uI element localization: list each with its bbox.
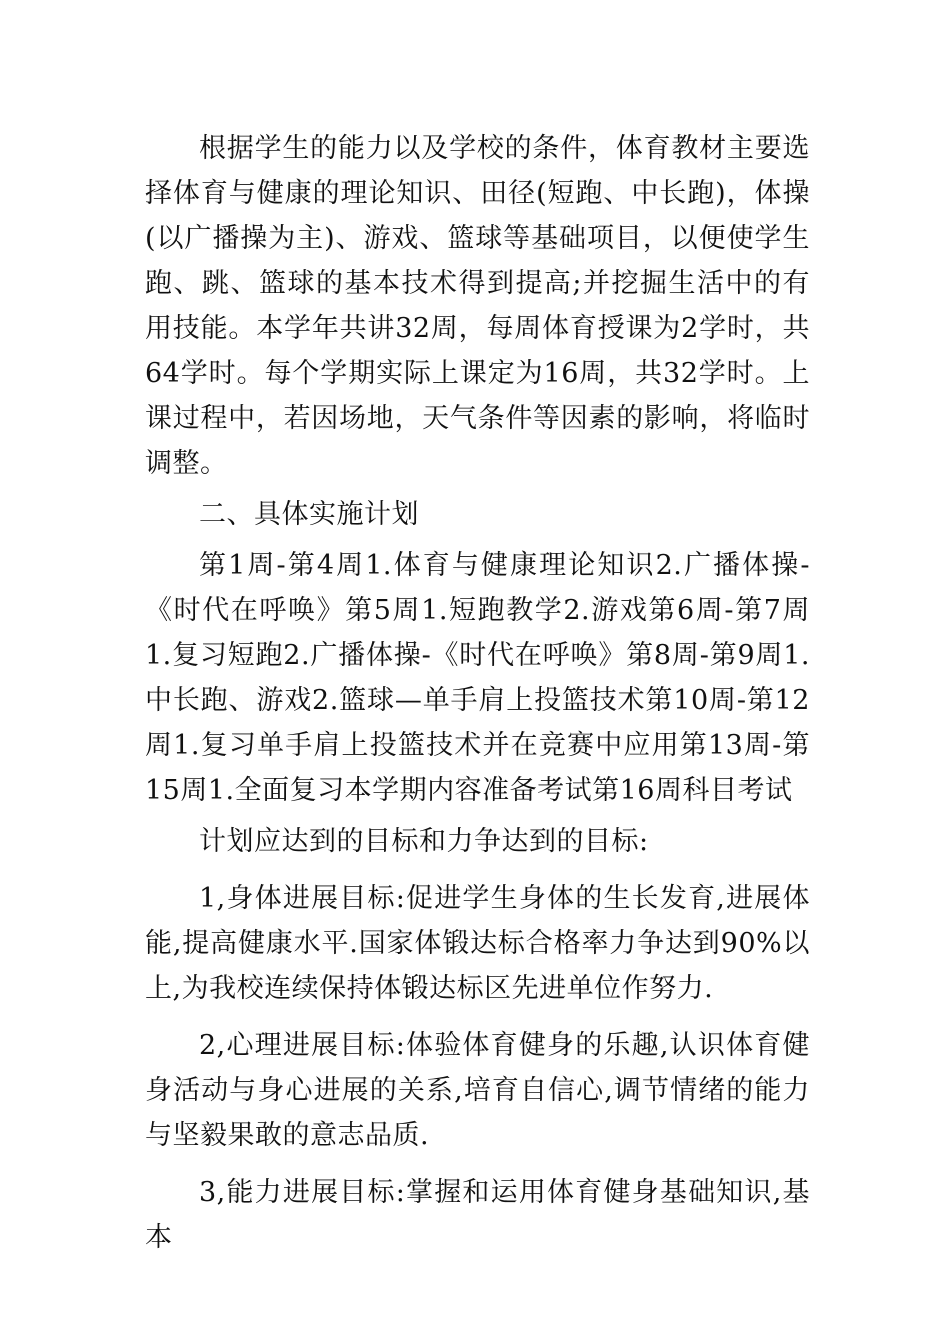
paragraph-goal-physical: 1,身体进展目标:促进学生身体的生长发育,进展体能,提高健康水平.国家体锻达标合格率力争达到90%以上,为我校连续保持体锻达标区先进单位作努力. bbox=[145, 883, 810, 1004]
paragraph-weekly-schedule: 第1周-第4周1.体育与健康理论知识2.广播体操-《时代在呼唤》第5周1.短跑教学2.游戏第6周-第7周1.复习短跑2.广播体操-《时代在呼唤》第8周-第9周1.中长跑、游戏2.篮球—单手肩上投篮技术第10周-第12周1.复习单手肩上投篮技术并在竞赛中应用第13周-第15周1.全面复习本学期内容准备考试第16周科目考试 bbox=[145, 550, 810, 806]
section-heading-implementation-plan: 二、具体实施计划 bbox=[199, 499, 419, 530]
paragraph-goal-psychological: 2,心理进展目标:体验体育健身的乐趣,认识体育健身活动与身心进展的关系,培育自信心,调节情绪的能力与坚毅果敢的意志品质. bbox=[145, 1030, 810, 1151]
paragraph-intro: 根据学生的能力以及学校的条件，体育教材主要选择体育与健康的理论知识、田径(短跑、中长跑)，体操(以广播操为主)、游戏、篮球等基础项目，以便使学生跑、跳、篮球的基本技术得到提高;并挖掘生活中的有用技能。本学年共讲32周，每周体育授课为2学时，共64学时。每个学期实际上课定为16周，共32学时。上课过程中，若因场地，天气条件等因素的影响，将临时调整。 bbox=[145, 133, 810, 479]
paragraph-goal-ability: 3,能力进展目标:掌握和运用体育健身基础知识,基本 bbox=[145, 1177, 810, 1253]
document-body bbox=[145, 126, 810, 1260]
paragraph-goals-heading: 计划应达到的目标和力争达到的目标: bbox=[199, 826, 649, 857]
